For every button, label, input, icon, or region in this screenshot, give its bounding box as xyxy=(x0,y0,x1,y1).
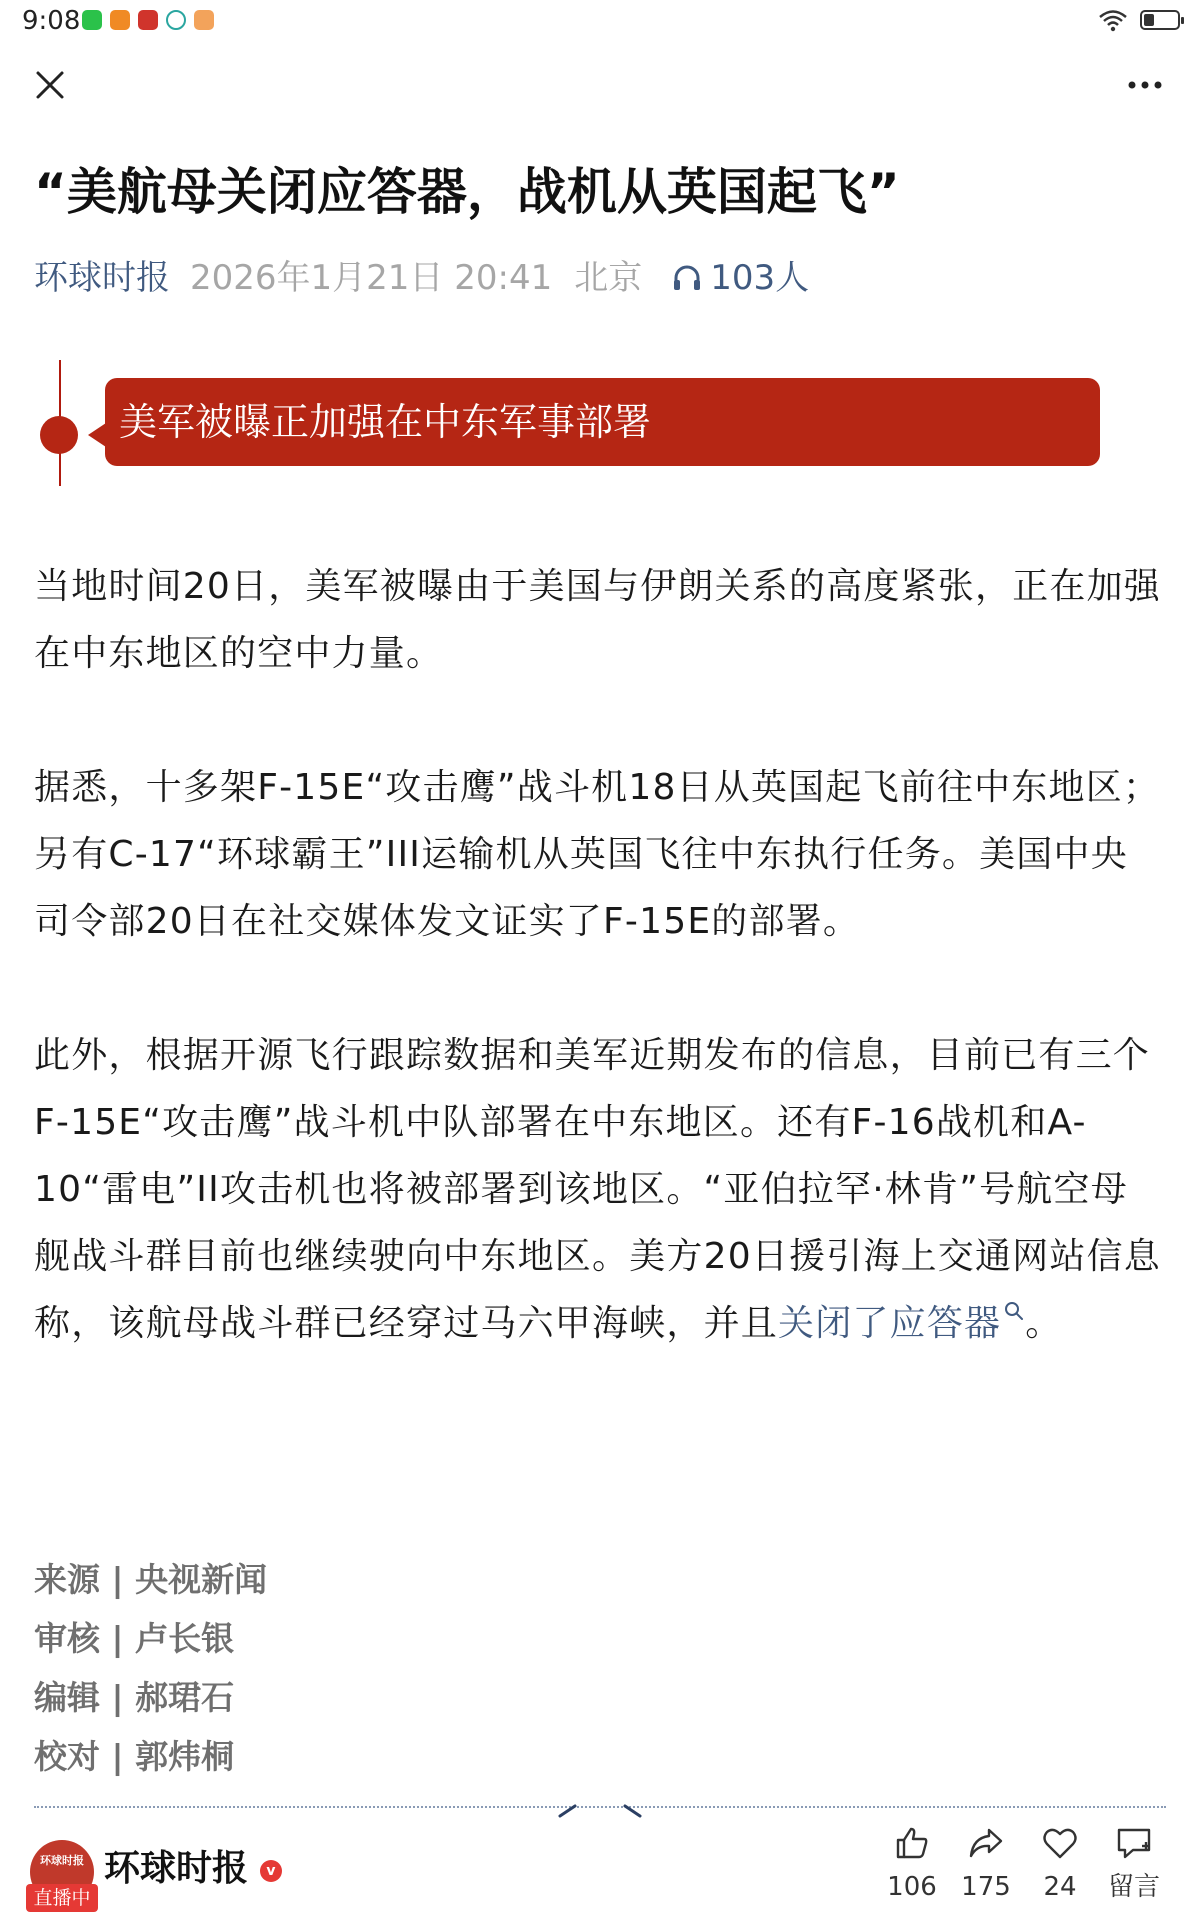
favorite-count: 24 xyxy=(1043,1872,1077,1902)
status-indicators xyxy=(1098,8,1180,32)
more-button[interactable] xyxy=(1120,65,1170,105)
bottom-action-bar xyxy=(0,1810,1200,1920)
article-paragraph: 据悉，十多架F-15E“攻击鹰”战斗机18日从英国起飞前往中东地区；另有C-17“环球霸王”III运输机从英国飞往中东执行任务。美国中央司令部20日在社交媒体发文证实了F-15E的部署。 xyxy=(34,767,1161,942)
listen-button[interactable] xyxy=(670,250,809,306)
credit-row: 来源 | 央视新闻 xyxy=(34,1560,268,1599)
thumbs-up-icon xyxy=(893,1824,931,1862)
wifi-icon xyxy=(1098,8,1128,32)
article-title: “美航母关闭应答器，战机从英国起飞” xyxy=(34,163,900,221)
close-icon xyxy=(30,65,70,105)
battery-icon xyxy=(1140,10,1180,30)
like-count: 106 xyxy=(887,1872,937,1902)
share-button[interactable] xyxy=(946,1824,1026,1916)
account-name[interactable]: 环球时报 xyxy=(104,1848,249,1889)
status-time: 9:08 xyxy=(22,6,81,36)
chat-icon xyxy=(194,10,214,30)
headphones-icon xyxy=(670,261,704,295)
section-banner-pointer xyxy=(88,423,106,447)
section-heading: 美军被曝正加强在中东军事部署 xyxy=(105,378,1100,466)
article-paragraph xyxy=(34,1022,1164,1357)
comment-button[interactable] xyxy=(1094,1824,1174,1916)
section-timeline-dot xyxy=(40,416,78,454)
battery-level xyxy=(1144,14,1154,26)
comment-icon xyxy=(1115,1824,1153,1862)
article-paragraph: 当地时间20日，美军被曝由于美国与伊朗关系的高度紧张，正在加强在中东地区的空中力量。 xyxy=(34,566,1162,674)
close-button[interactable] xyxy=(30,65,70,105)
favorite-button[interactable] xyxy=(1020,1824,1100,1916)
keyword-search-link[interactable] xyxy=(778,1303,1025,1344)
more-icon xyxy=(1120,65,1170,105)
wechat-icon xyxy=(82,10,102,30)
article-source-link[interactable]: 环球时报 xyxy=(34,258,170,298)
credit-row: 校对 | 郭炜桐 xyxy=(34,1737,235,1776)
paragraph-text: 此外，根据开源飞行跟踪数据和美军近期发布的信息，目前已有三个F-15E“攻击鹰”战斗机中队部署在中东地区。还有F-16战机和A-10“雷电”II攻击机也将被部署到该地区。“亚伯拉罕·林肯”号航空母舰战斗群目前也继续驶向中东地区。美方20日援引海上交通网站信息称，该航母战斗群已经穿过马六甲海峡，并且 xyxy=(34,1035,1162,1344)
status-app-icons xyxy=(82,10,214,30)
verified-badge-icon: v xyxy=(260,1860,282,1882)
heart-icon xyxy=(1041,1824,1079,1862)
news-icon xyxy=(138,10,158,30)
logo-text: 环球时报 xyxy=(40,1854,84,1867)
article-credits xyxy=(34,1550,267,1786)
listener-count: 103人 xyxy=(710,258,810,298)
article-meta xyxy=(34,250,809,306)
credit-row: 编辑 | 郝珺石 xyxy=(34,1678,235,1717)
top-toolbar xyxy=(0,50,1200,120)
live-badge[interactable]: 直播中 xyxy=(26,1884,98,1912)
share-icon xyxy=(967,1824,1005,1862)
credit-row: 审核 | 卢长银 xyxy=(34,1619,235,1658)
refresh-icon xyxy=(166,10,186,30)
search-icon xyxy=(1003,1300,1025,1322)
status-bar xyxy=(0,0,1200,44)
share-count: 175 xyxy=(961,1872,1011,1902)
comment-label: 留言 xyxy=(1107,1872,1160,1902)
article-city: 北京 xyxy=(574,258,643,298)
article-date: 2026年1月21日 20:41 xyxy=(190,258,553,298)
keyword-link-text: 关闭了应答器 xyxy=(778,1303,1002,1344)
like-button[interactable] xyxy=(872,1824,952,1916)
paragraph-end: 。 xyxy=(1025,1303,1063,1344)
telegram-icon xyxy=(110,10,130,30)
